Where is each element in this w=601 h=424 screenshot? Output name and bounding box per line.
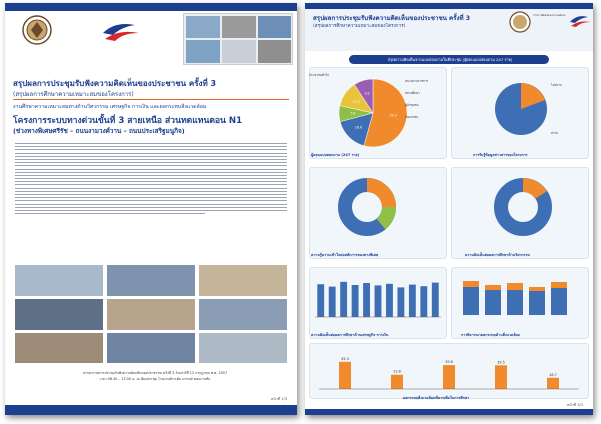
bar xyxy=(375,285,382,317)
body-paragraph xyxy=(15,143,287,216)
page-title: สรุปผลการประชุมรับฟังความคิดเห็นของประชาชน ครั้งที่ 3 xyxy=(313,15,471,22)
pie-label-1: ประชาชนทั่วไป xyxy=(309,73,330,77)
document-page-right xyxy=(305,3,593,415)
caption-economic: ความคิดเห็นต่อผลการศึกษาด้านเศรษฐกิจ-การเงิน xyxy=(311,333,389,337)
top-border xyxy=(5,3,297,11)
bar xyxy=(397,287,404,317)
exat-emblem-icon xyxy=(21,15,55,45)
understanding-donut-chart xyxy=(335,175,399,239)
env-bar-top xyxy=(463,281,479,287)
photo-caption-2: เวลา 08.30 – 13.00 น. ณ ห้องประชุม โรงแรมมิราเคิล แกรนด์ คอนเวนชั่น xyxy=(99,377,211,381)
pie-value-label: 16.6 xyxy=(354,125,363,130)
env-bar xyxy=(529,287,545,315)
caption-understanding: ความรู้ความเข้าใจต่อหลักการของทางพิเศษ xyxy=(311,253,379,257)
caption-engineering: ความคิดเห็นต่อผลการศึกษาด้านวิศวกรรม xyxy=(465,253,530,257)
header-photo-collage xyxy=(183,13,293,65)
bottom-border xyxy=(5,405,297,415)
bar xyxy=(443,365,455,389)
env-bar-top xyxy=(529,287,545,291)
bar xyxy=(329,287,336,317)
meeting-photo-grid xyxy=(15,265,287,363)
exat-emblem-icon xyxy=(509,11,531,33)
bar xyxy=(391,375,403,389)
legend-uninformed: ไม่ทราบ xyxy=(551,83,562,87)
divider xyxy=(13,99,289,100)
exat-logo-icon xyxy=(569,13,591,29)
caption-respondents: ผู้ตอบแบบสอบถาม (247 ราย) xyxy=(311,153,360,157)
env-bar-top xyxy=(507,283,523,290)
exat-logo-icon xyxy=(101,19,141,45)
bar xyxy=(339,362,351,389)
economic-bar-chart xyxy=(315,277,441,321)
pie-label-4: ผู้นำชุมชน xyxy=(405,103,419,107)
respondent-pie-chart xyxy=(333,73,413,153)
page-title: สรุปผลการประชุมรับฟังความคิดเห็นของประชาชน ครั้งที่ 3 xyxy=(13,79,217,88)
environment-additional-bar-chart xyxy=(319,347,579,391)
donut-ring-small xyxy=(381,207,389,224)
pie-label-5: สื่อมวลชน xyxy=(405,115,419,119)
bar xyxy=(386,284,393,317)
bar-value-label: 39.5 xyxy=(497,360,505,365)
pie-value-label: 12.3 xyxy=(352,99,360,104)
donut-ring-part xyxy=(367,185,389,207)
env-bar-top xyxy=(485,285,501,290)
bar-value-label: 23.8 xyxy=(393,369,401,374)
environment-chart xyxy=(457,277,583,321)
page-subtitle: (สรุปผลการศึกษาความเหมาะสมของโครงการ) xyxy=(13,91,134,98)
bar xyxy=(340,282,347,317)
engineering-donut-chart xyxy=(491,175,555,239)
bar-value-label: 45.3 xyxy=(341,356,349,361)
donut-ring-part xyxy=(523,185,541,195)
survey-header: สรุปความคิดเห็นจากแบบสอบถามในที่ประชุม (ผู้ตอบแบบสอบถาม 247 ราย) xyxy=(387,57,513,62)
bar-value-label: 39.8 xyxy=(445,360,453,365)
page-subtitle: (สรุปผลการศึกษาความเหมาะสมของโครงการ) xyxy=(313,24,406,29)
bar xyxy=(363,283,370,317)
photo-caption-1: บรรยากาศการประชุมรับฟังความคิดเห็นของประชาชน ครั้งที่ 3 วันเสาร์ที่ 12 กรกฎาคม พ.ศ. 2557 xyxy=(82,371,228,375)
bar xyxy=(409,285,416,317)
bar xyxy=(547,378,559,389)
bar xyxy=(317,284,324,317)
awareness-pie-chart xyxy=(491,79,551,139)
org-name: การทางพิเศษแห่งประเทศไทย xyxy=(533,14,566,17)
bar xyxy=(352,285,359,317)
bar xyxy=(432,283,439,317)
caption-awareness: การรับรู้ข้อมูลข่าวสารของโครงการ xyxy=(473,153,528,157)
pie-label-2: หน่วยงานราชการ xyxy=(405,79,429,83)
pie-label-3: สถานศึกษา xyxy=(405,91,420,95)
bar-value-label: 18.7 xyxy=(549,372,557,377)
caption-environment: การพิจารณาผลกระทบด้านสิ่งแวดล้อม xyxy=(461,333,521,337)
project-route: (ช่วงทางพิเศษศรีรัช – ถนนงามวงศ์วาน – ถนนประเสริฐมนูกิจ) xyxy=(13,127,185,135)
page-number: หน้าที่ 3/3 xyxy=(566,403,583,407)
env-bar-top xyxy=(551,282,567,288)
study-subtitle: งานศึกษาความเหมาะสมทางด้านวิศวกรรม เศรษฐกิจ การเงิน และผลกระทบสิ่งแวดล้อม xyxy=(13,104,207,110)
bar xyxy=(495,365,507,389)
bottom-border xyxy=(305,409,593,415)
pie-value-label: 54.3 xyxy=(389,113,397,118)
bar xyxy=(420,286,427,317)
document-page-left xyxy=(5,3,297,415)
pie-value-label: 7.6 xyxy=(350,111,356,116)
pie-value-label: 9.2 xyxy=(364,91,370,96)
legend-informed: ทราบ xyxy=(551,131,559,135)
page-number: หน้าที่ 1/3 xyxy=(270,397,287,401)
project-title: โครงการระบบทางด่วนขั้นที่ 3 สายเหนือ ส่วนทดแทนตอน N1 xyxy=(13,116,243,126)
caption-environment-additional: ผลกระทบสิ่งแวดล้อมที่ควรเพิ่มในการศึกษา xyxy=(403,396,470,400)
